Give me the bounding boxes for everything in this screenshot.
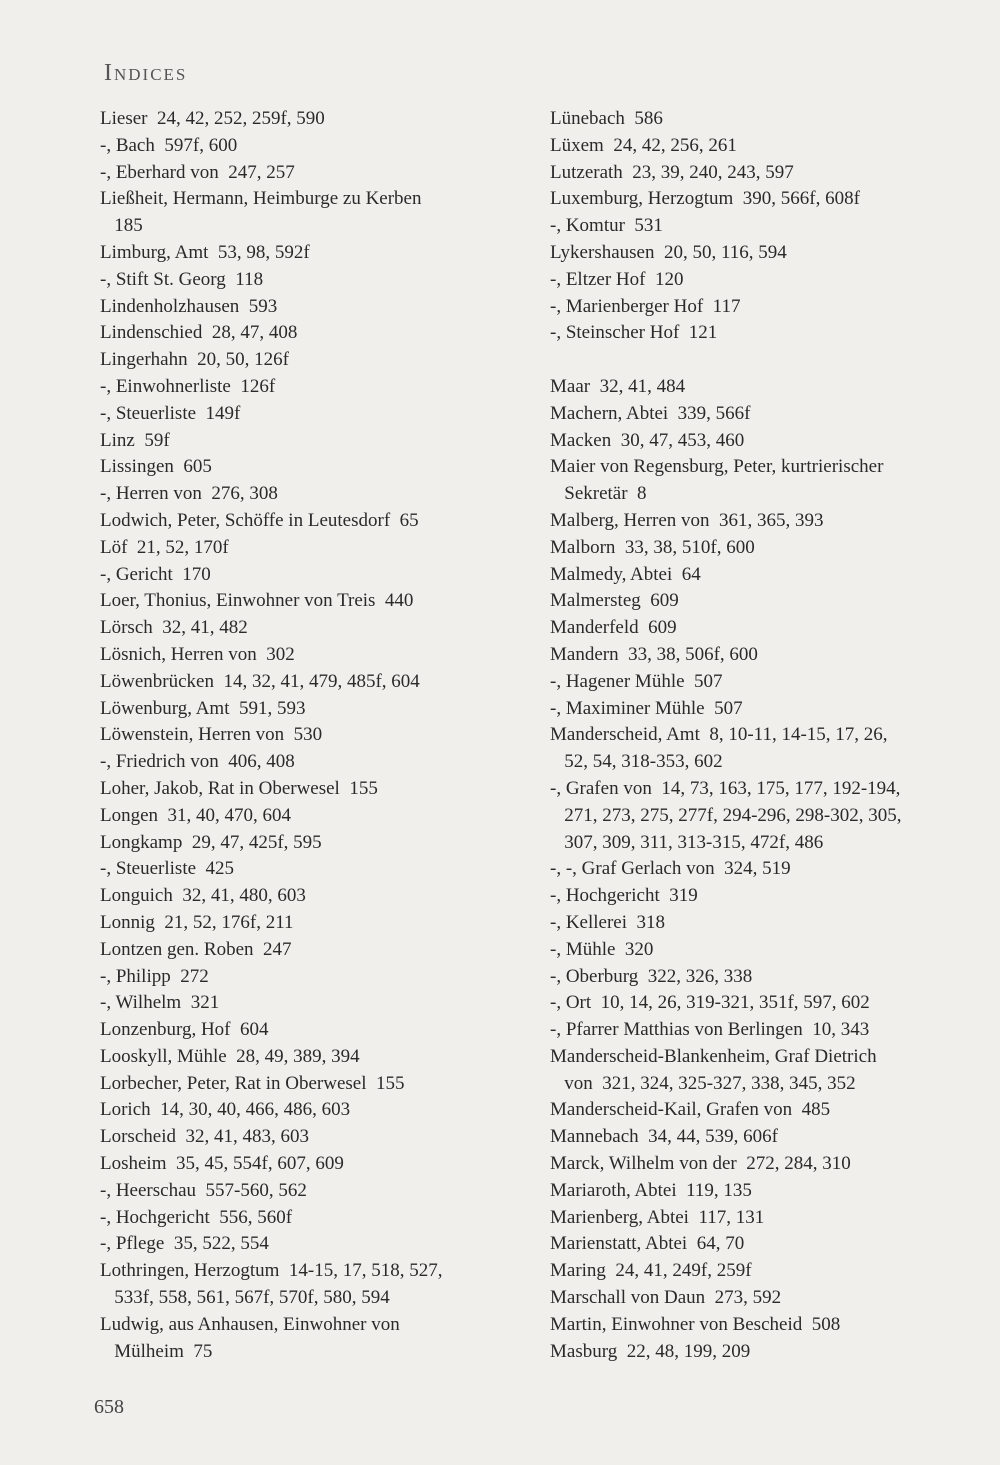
- index-entry: -, Hochgericht 319: [550, 885, 698, 907]
- index-entry: Marschall von Daun 273, 592: [550, 1287, 782, 1309]
- index-entry: Ließheit, Hermann, Heimburge zu Kerben: [100, 188, 422, 210]
- index-entry: -, Pfarrer Matthias von Berlingen 10, 343: [550, 1019, 870, 1041]
- index-entry: 185: [100, 215, 143, 237]
- index-entry: Lörsch 32, 41, 482: [100, 617, 248, 639]
- index-entry: -, Bach 597f, 600: [100, 134, 238, 156]
- index-entry: Mülheim 75: [100, 1340, 213, 1362]
- index-entry: 533f, 558, 561, 567f, 570f, 580, 594: [100, 1287, 390, 1309]
- index-entry: -, Hagener Mühle 507: [550, 670, 723, 692]
- index-entry: 307, 309, 311, 313-315, 472f, 486: [550, 831, 824, 853]
- index-entry: Manderscheid, Amt 8, 10-11, 14-15, 17, 26,: [550, 724, 888, 746]
- index-entry: Löf 21, 52, 170f: [100, 536, 229, 558]
- index-entry: 52, 54, 318-353, 602: [550, 751, 723, 773]
- index-entry: Loher, Jakob, Rat in Oberwesel 155: [100, 777, 378, 799]
- index-entry: Lösnich, Herren von 302: [100, 643, 295, 665]
- index-entry: Lindenholzhausen 593: [100, 295, 278, 317]
- index-entry: Luxemburg, Herzogtum 390, 566f, 608f: [550, 188, 860, 210]
- index-entry: Löwenstein, Herren von 530: [100, 724, 323, 746]
- index-entry: Lutzerath 23, 39, 240, 243, 597: [550, 161, 794, 183]
- index-entry: Martin, Einwohner von Bescheid 508: [550, 1313, 841, 1335]
- index-entry: 271, 273, 275, 277f, 294-296, 298-302, 305,: [550, 804, 902, 826]
- index-entry: Longuich 32, 41, 480, 603: [100, 885, 306, 907]
- index-entry: Lissingen 605: [100, 456, 212, 478]
- index-entry: Machern, Abtei 339, 566f: [550, 402, 751, 424]
- index-entry: -, Komtur 531: [550, 215, 663, 237]
- index-entry: Manderscheid-Kail, Grafen von 485: [550, 1099, 831, 1121]
- index-entry: -, Kellerei 318: [550, 911, 666, 933]
- index-entry: Löwenburg, Amt 591, 593: [100, 697, 306, 719]
- index-entry: Lindenschied 28, 47, 408: [100, 322, 298, 344]
- index-entry: Lorich 14, 30, 40, 466, 486, 603: [100, 1099, 351, 1121]
- index-entry: Manderfeld 609: [550, 617, 677, 639]
- index-entry: Malmersteg 609: [550, 590, 679, 612]
- running-header: Indices: [104, 60, 188, 86]
- index-entry: Lodwich, Peter, Schöffe in Leutesdorf 65: [100, 509, 419, 531]
- index-entry: -, Maximiner Mühle 507: [550, 697, 743, 719]
- index-entry: -, Oberburg 322, 326, 338: [550, 965, 753, 987]
- index-entry: -, Einwohnerliste 126f: [100, 375, 276, 397]
- index-entry: -, Steuerliste 425: [100, 858, 235, 880]
- index-entry: Maar 32, 41, 484: [550, 375, 686, 397]
- index-entry: Mannebach 34, 44, 539, 606f: [550, 1126, 778, 1148]
- page-number: 658: [94, 1396, 124, 1418]
- index-entry: Lorscheid 32, 41, 483, 603: [100, 1126, 309, 1148]
- index-entry: -, Pflege 35, 522, 554: [100, 1233, 269, 1255]
- index-entry: Malberg, Herren von 361, 365, 393: [550, 509, 824, 531]
- index-entry: Macken 30, 47, 453, 460: [550, 429, 745, 451]
- index-entry: Lonnig 21, 52, 176f, 211: [100, 911, 294, 933]
- index-entry: -, -, Graf Gerlach von 324, 519: [550, 858, 791, 880]
- index-entry: Malmedy, Abtei 64: [550, 563, 701, 585]
- index-entry: Mandern 33, 38, 506f, 600: [550, 643, 758, 665]
- index-entry: Lüxem 24, 42, 256, 261: [550, 134, 737, 156]
- index-entry: Losheim 35, 45, 554f, 607, 609: [100, 1153, 344, 1175]
- index-entry: Linz 59f: [100, 429, 170, 451]
- index-entry: -, Stift St. Georg 118: [100, 268, 264, 290]
- index-entry: -, Philipp 272: [100, 965, 209, 987]
- index-entry: von 321, 324, 325-327, 338, 345, 352: [550, 1072, 856, 1094]
- index-entry: -, Steuerliste 149f: [100, 402, 241, 424]
- index-entry: -, Grafen von 14, 73, 163, 175, 177, 192-194,: [550, 777, 901, 799]
- index-entry: -, Steinscher Hof 121: [550, 322, 718, 344]
- index-entry: Marck, Wilhelm von der 272, 284, 310: [550, 1153, 851, 1175]
- index-entry: Limburg, Amt 53, 98, 592f: [100, 241, 310, 263]
- index-entry: Lieser 24, 42, 252, 259f, 590: [100, 108, 325, 129]
- index-entry: Looskyll, Mühle 28, 49, 389, 394: [100, 1045, 360, 1067]
- index-column-left: [100, 106, 510, 1365]
- index-entry: Maier von Regensburg, Peter, kurtrierischer: [550, 456, 884, 478]
- index-entry: Lorbecher, Peter, Rat in Oberwesel 155: [100, 1072, 405, 1094]
- index-entry: Sekretär 8: [550, 483, 647, 505]
- index-column-right: [550, 106, 960, 1365]
- index-entry: Lonzenburg, Hof 604: [100, 1019, 269, 1041]
- index-entry: Marienberg, Abtei 117, 131: [550, 1206, 765, 1228]
- index-entry: -, Mühle 320: [550, 938, 654, 960]
- index-entry: -, Herren von 276, 308: [100, 483, 278, 505]
- index-entry: Lothringen, Herzogtum 14-15, 17, 518, 527,: [100, 1260, 443, 1282]
- index-entry: Löwenbrücken 14, 32, 41, 479, 485f, 604: [100, 670, 420, 692]
- index-entry: Marienstatt, Abtei 64, 70: [550, 1233, 745, 1255]
- index-entry: Loer, Thonius, Einwohner von Treis 440: [100, 590, 414, 612]
- index-entry: -, Heerschau 557-560, 562: [100, 1179, 307, 1201]
- index-entry: -, Marienberger Hof 117: [550, 295, 741, 317]
- index-entry: -, Gericht 170: [100, 563, 211, 585]
- index-entry: Lontzen gen. Roben 247: [100, 938, 292, 960]
- index-entry: -, Hochgericht 556, 560f: [100, 1206, 293, 1228]
- index-entry: Manderscheid-Blankenheim, Graf Dietrich: [550, 1045, 877, 1067]
- index-entry: -, Wilhelm 321: [100, 992, 220, 1014]
- index-entry: Lingerhahn 20, 50, 126f: [100, 349, 289, 371]
- index-entry: -, Friedrich von 406, 408: [100, 751, 295, 773]
- index-entry: -, Eltzer Hof 120: [550, 268, 684, 290]
- index-entry: Mariaroth, Abtei 119, 135: [550, 1179, 752, 1201]
- index-entry: Maring 24, 41, 249f, 259f: [550, 1260, 752, 1282]
- index-entry: Longkamp 29, 47, 425f, 595: [100, 831, 322, 853]
- index-entry: Masburg 22, 48, 199, 209: [550, 1340, 751, 1362]
- index-entry: -, Ort 10, 14, 26, 319-321, 351f, 597, 602: [550, 992, 870, 1014]
- index-entry: Ludwig, aus Anhausen, Einwohner von: [100, 1313, 400, 1335]
- index-section-gap: [550, 347, 960, 374]
- index-entry: Lykershausen 20, 50, 116, 594: [550, 241, 787, 263]
- index-entry: Malborn 33, 38, 510f, 600: [550, 536, 755, 558]
- index-entry: -, Eberhard von 247, 257: [100, 161, 295, 183]
- index-entry: Longen 31, 40, 470, 604: [100, 804, 292, 826]
- index-entry: Lünebach 586: [550, 108, 663, 129]
